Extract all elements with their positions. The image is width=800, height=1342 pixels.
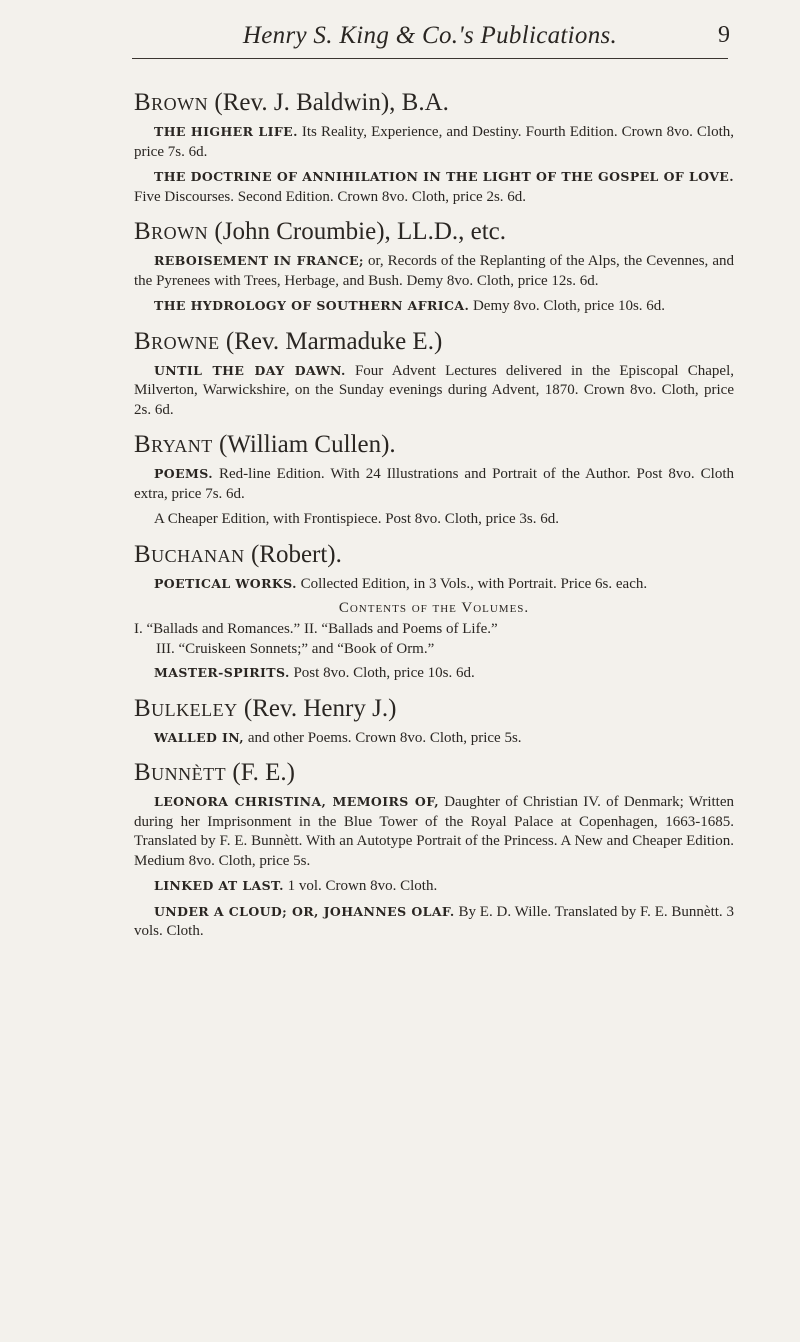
book-description: Red-line Edition. With 24 Illustrations and Portrait of the Author. Post 8vo. Cloth extra, price 7s. 6d. [134,466,734,502]
book-entry [134,663,734,684]
book-entry [134,251,734,291]
book-title: THE HYDROLOGY OF SOUTHERN AFRICA. [154,298,470,313]
book-description: and other Poems. Crown 8vo. Cloth, price 5s. [244,729,522,746]
book-description: Demy 8vo. Cloth, price 10s. 6d. [469,298,666,314]
author-surname: Browne [134,327,220,355]
catalogue-listing [134,78,734,947]
book-description: Post 8vo. Cloth, price 10s. 6d. [289,665,475,681]
header-rule [132,58,728,59]
author-surname: Brown [134,89,209,116]
author-details: (Rev. Marmaduke E.) [219,327,443,355]
book-description: By E. D. Wille. Translated by F. E. Bunnètt. 3 vols. Cloth. [134,903,734,939]
book-description: Four Advent Lectures delivered in the Episcopal Chapel, Milverton, Warwickshire, on the Sunday evenings during Advent, 1870. Crown 8vo. Cloth, price 2s. 6d. [134,362,734,418]
author-section [134,758,734,942]
author-section [134,540,734,684]
author-surname: Buchanan [134,540,245,568]
author-heading [134,758,734,788]
author-details: (John Croumbie), LL.D., etc. [208,218,507,245]
book-entry [134,464,734,504]
book-description: Its Reality, Experience, and Destiny. Fourth Edition. Crown 8vo. Cloth, price 7s. 6d. [134,124,734,160]
book-description: 1 vol. Crown 8vo. Cloth. [283,878,438,894]
author-details: (Rev. J. Baldwin), B.A. [208,89,449,116]
author-surname: Bunnètt [134,759,227,786]
author-heading [134,327,734,357]
author-section [134,217,734,317]
book-title: POEMS. [154,466,213,481]
book-title: REBOISEMENT IN FRANCE; [154,253,364,268]
book-title: UNTIL THE DAY DAWN. [154,362,346,378]
volume-line: III. “Cruiskeen Sonnets;” and “Book of Orm.” [156,640,435,657]
author-heading [134,88,734,118]
book-title: UNDER A CLOUD; OR, JOHANNES OLAF. [154,903,455,919]
author-section [134,88,734,207]
book-title: WALLED IN, [154,729,245,745]
book-entry [134,574,734,595]
author-surname: Bryant [134,431,213,458]
book-entry [134,902,734,942]
book-title: LEONORA CHRISTINA, MEMOIRS OF, [154,794,439,809]
contents-heading: Contents of the Volumes. [338,600,530,616]
author-heading [134,694,734,724]
running-head [130,22,730,62]
book-entry [134,167,734,207]
book-title: LINKED AT LAST. [154,878,284,893]
book-entry [134,361,734,421]
book-description: or, Records of the Replanting of the Alps, the Cevennes, and the Pyrenees with Trees, Herbage, and Bush. Demy 8vo. Cloth, price 12s. 6d. [134,253,734,289]
author-details: (F. E.) [226,759,295,786]
author-heading [134,217,734,247]
author-details: (Robert). [244,540,342,568]
book-entry [134,122,734,162]
volume-line: I. “Ballads and Romances.” II. “Ballads and Poems of Life.” [134,621,498,637]
book-description: Five Discourses. Second Edition. Crown 8vo. Cloth, price 2s. 6d. [134,188,527,205]
book-title: MASTER-SPIRITS. [154,665,290,680]
book-title: THE HIGHER LIFE. [154,124,298,139]
book-title: THE DOCTRINE OF ANNIHILATION IN THE LIGHT OF THE GOSPEL OF LOVE. [154,169,734,184]
author-surname: Bulkeley [134,694,238,722]
book-entry [134,296,734,317]
book-entry [134,876,734,897]
author-surname: Brown [134,218,209,245]
book-description: Collected Edition, in 3 Vols., with Portrait. Price 6s. each. [296,575,648,592]
running-head-title: Henry S. King & Co.'s Publications. [242,22,618,49]
page-number: 9 [718,22,730,48]
author-section [134,327,734,421]
author-details: (Rev. Henry J.) [237,694,397,722]
book-title: POETICAL WORKS. [154,575,297,591]
book-description: Daughter of Christian IV. of Denmark; Written during her Imprisonment in the Blue Tower of the Royal Palace at Copenhagen, 1663-1685. Translated by F. E. Bunnètt. With an Autotype Portrait of the Princess. A New and Cheaper Edition. Medium 8vo. Cloth, price 5s. [134,794,734,869]
book-entry [134,509,734,530]
book-entry [134,792,734,871]
book-description: A Cheaper Edition, with Frontispiece. Post 8vo. Cloth, price 3s. 6d. [154,511,559,527]
book-entry [134,728,734,749]
author-section [134,694,734,749]
author-details: (William Cullen). [212,431,396,458]
author-section [134,430,734,530]
author-heading [134,430,734,460]
author-heading [134,540,734,570]
